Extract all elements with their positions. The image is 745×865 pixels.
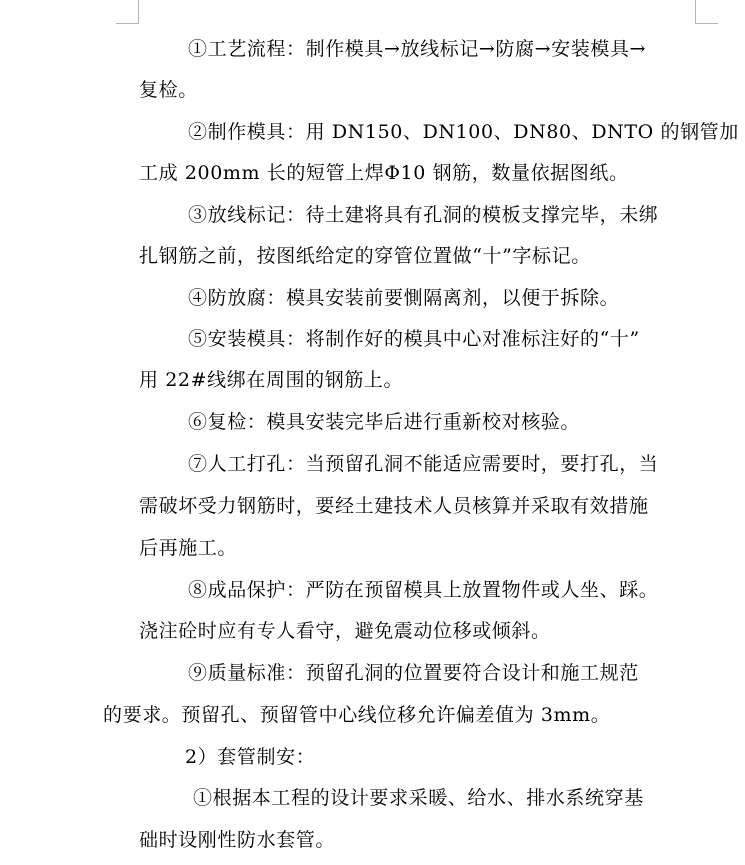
- paragraph-8-line-1: ⑧成品保护：严防在预留模具上放置物件或人坐、踩。: [188, 579, 659, 601]
- paragraph-1-line-2: 复检。: [139, 79, 198, 101]
- paragraph-6-line-1: ⑥复检：模具安装完毕后进行重新校对核验。: [188, 411, 581, 433]
- crop-mark-right-horizontal: [695, 23, 718, 24]
- paragraph-9-line-2: 的要求。预留孔、预留管中心线位移允许偏差值为 3mm。: [103, 704, 611, 726]
- paragraph-7-line-3: 后再施工。: [139, 537, 238, 559]
- paragraph-7-line-2: 需破坏受力钢筋时，要经土建技术人员核算并采取有效措施: [139, 495, 649, 517]
- paragraph-1-line-1: ①工艺流程：制作模具→放线标记→防腐→安装模具→: [188, 38, 647, 60]
- crop-mark-left-horizontal: [116, 23, 139, 24]
- paragraph-7-line-1: ⑦人工打孔：当预留孔洞不能适应需要时，要打孔，当: [188, 453, 659, 475]
- paragraph-4-line-1: ④防放腐：模具安装前要惻隔离剂，以便于拆除。: [188, 287, 620, 309]
- crop-mark-right-vertical: [695, 0, 696, 24]
- paragraph-10-line-2: 础时设刚性防水套管。: [139, 829, 336, 851]
- crop-mark-left-vertical: [138, 0, 139, 24]
- paragraph-3-line-2: 扎钢筋之前，按图纸给定的穿管位置做“十”字标记。: [139, 245, 591, 267]
- paragraph-3-line-1: ③放线标记：待土建将具有孔洞的模板支撑完毕，未绑: [188, 204, 659, 226]
- paragraph-9-line-1: ⑨质量标准：预留孔洞的位置要符合设计和施工规范: [188, 662, 639, 684]
- section-heading-sleeve-installation: 2）套管制安：: [185, 746, 316, 768]
- paragraph-5-line-2: 用 22#线绑在周围的钢筋上。: [139, 369, 404, 391]
- paragraph-8-line-2: 浇注砼时应有专人看守，避免震动位移或倾斜。: [139, 620, 551, 642]
- paragraph-2-line-2: 工成 200mm 长的短管上焊Φ10 钢筋，数量依据图纸。: [139, 162, 629, 184]
- paragraph-10-line-1: ①根据本工程的设计要求采暖、给水、排水系统穿基: [193, 787, 644, 809]
- paragraph-5-line-1: ⑤安装模具：将制作好的模具中心对准标注好的“十”: [188, 328, 640, 350]
- paragraph-2-line-1: ②制作模具：用 DN150、DN100、DN80、DNTO 的钢管加: [188, 121, 739, 143]
